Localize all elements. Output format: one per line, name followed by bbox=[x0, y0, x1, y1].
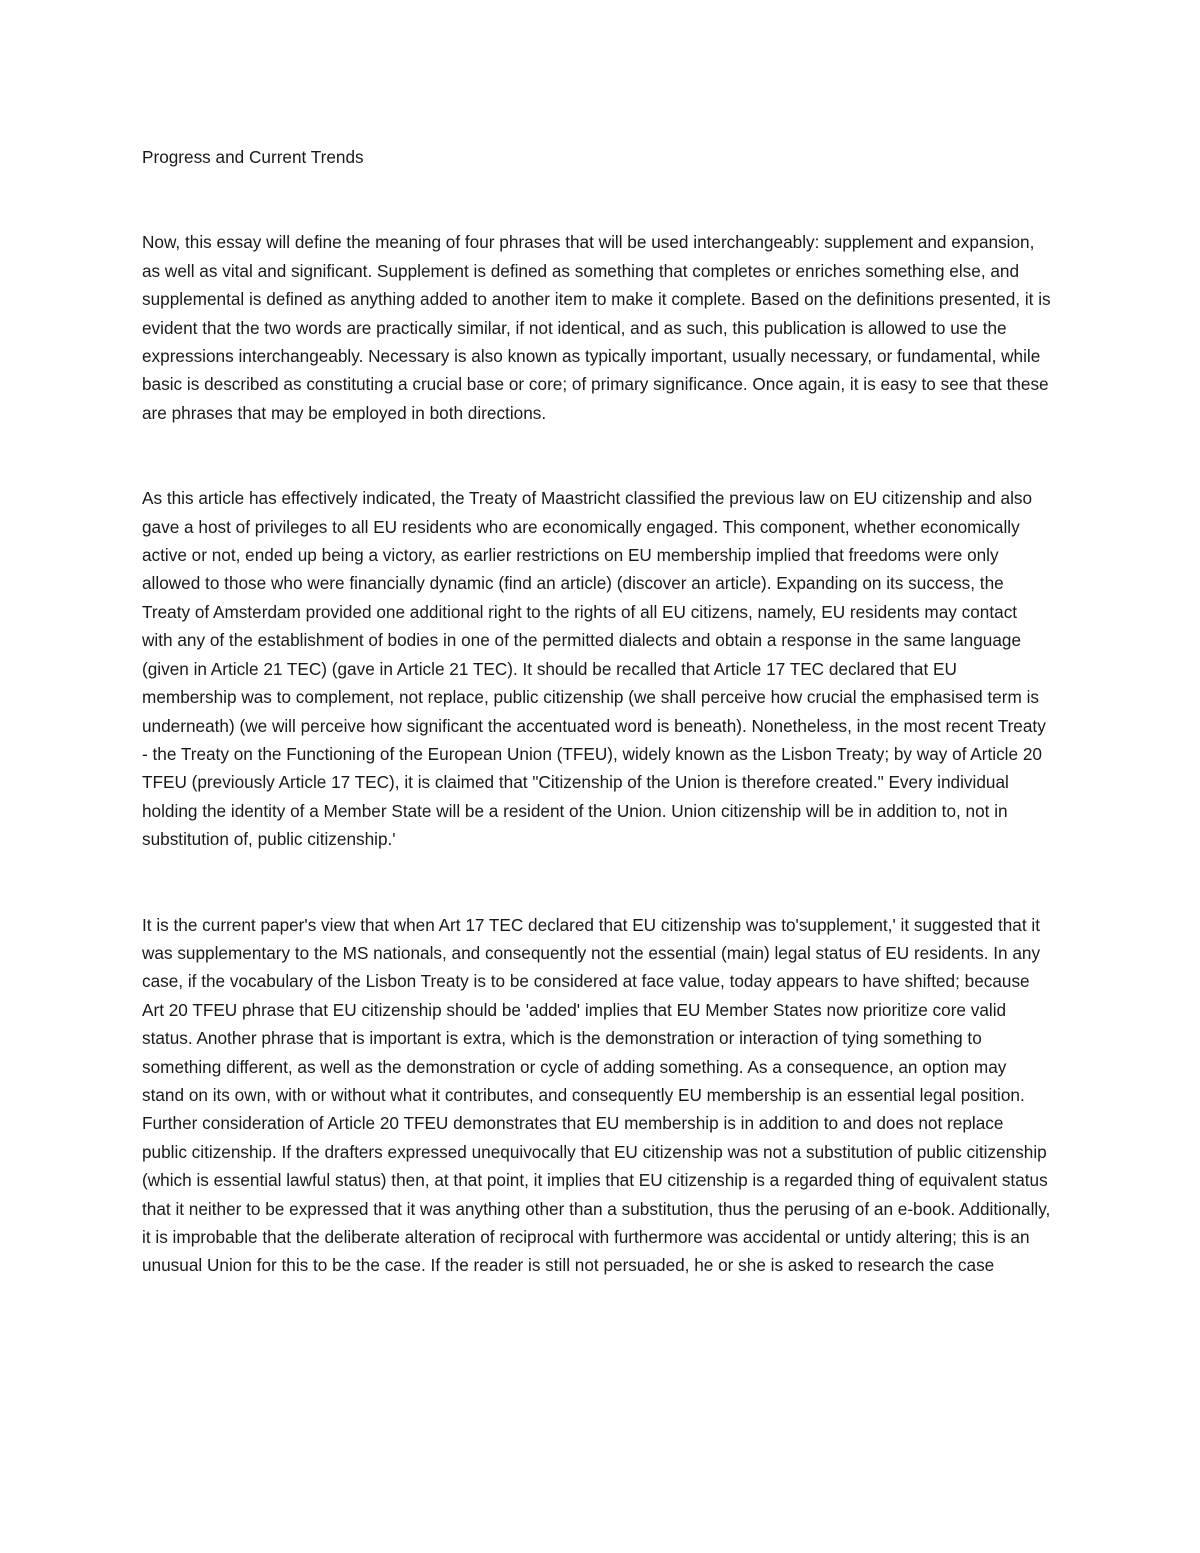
document-body bbox=[142, 143, 1052, 1280]
spacer bbox=[142, 854, 1052, 911]
paragraph-treaty-history: As this article has effectively indicated, the Treaty of Maastricht classified the previous law on EU citizenship and also gave a host of privileges to all EU residents who are economically engaged. This component, whether economically active or not, ended up being a victory, as earlier restrictions on EU membership implied that freedoms were only allowed to those who were financially dynamic (find an article) (discover an article). Expanding on its success, the Treaty of Amsterdam provided one additional right to the rights of all EU citizens, namely, EU residents may contact with any of the establishment of bodies in one of the permitted dialects and obtain a response in the same language (given in Article 21 TEC) (gave in Article 21 TEC). It should be recalled that Article 17 TEC declared that EU membership was to complement, not replace, public citizenship (we shall perceive how crucial the emphasised term is underneath) (we will perceive how significant the accentuated word is beneath). Nonetheless, in the most recent Treaty - the Treaty on the Functioning of the European Union (TFEU), widely known as the Lisbon Treaty; by way of Article 20 TFEU (previously Article 17 TEC), it is claimed that "Citizenship of the Union is therefore created." Every individual holding the identity of a Member State will be a resident of the Union. Union citizenship will be in addition to, not in substitution of, public citizenship.' bbox=[142, 488, 1046, 850]
spacer bbox=[142, 171, 1052, 228]
document-title: Progress and Current Trends bbox=[142, 147, 364, 167]
paragraph-current-view: It is the current paper's view that when Art 17 TEC declared that EU citizenship was to'supplement,' it suggested that it was supplementary to the MS nationals, and consequently not the essential (main) legal status of EU residents. In any case, if the vocabulary of the Lisbon Treaty is to be considered at face value, today appears to have shifted; because Art 20 TFEU phrase that EU citizenship should be 'added' implies that EU Member States now prioritize core valid status. Another phrase that is important is extra, which is the demonstration or interaction of tying something to something different, as well as the demonstration or cycle of adding something. As a consequence, an option may stand on its own, with or without what it contributes, and consequently EU membership is an essential legal position. Further consideration of Article 20 TFEU demonstrates that EU membership is in addition to and does not replace public citizenship. If the drafters expressed unequivocally that EU citizenship was not a substitution of public citizenship (which is essential lawful status) then, at that point, it implies that EU citizenship is a regarded thing of equivalent status that it neither to be expressed that it was anything other than a substitution, thus the perusing of an e-book. Additionally, it is improbable that the deliberate alteration of reciprocal with furthermore was accidental or untidy altering; this is an unusual Union for this to be the case. If the reader is still not persuaded, he or she is asked to research the case bbox=[142, 914, 1051, 1276]
paragraph-definitions: Now, this essay will define the meaning of four phrases that will be used interchangeably: supplement and expansion, as well as vital and significant. Supplement is defined as something that completes or enriches something else, and supplemental is defined as anything added to another item to make it complete. Based on the definitions presented, it is evident that the two words are practically similar, if not identical, and as such, this publication is allowed to use the expressions interchangeably. Necessary is also known as typically important, usually necessary, or fundamental, while basic is described as constituting a crucial base or core; of primary significance. Once again, it is easy to see that these are phrases that may be employed in both directions. bbox=[142, 232, 1051, 423]
spacer bbox=[142, 427, 1052, 484]
